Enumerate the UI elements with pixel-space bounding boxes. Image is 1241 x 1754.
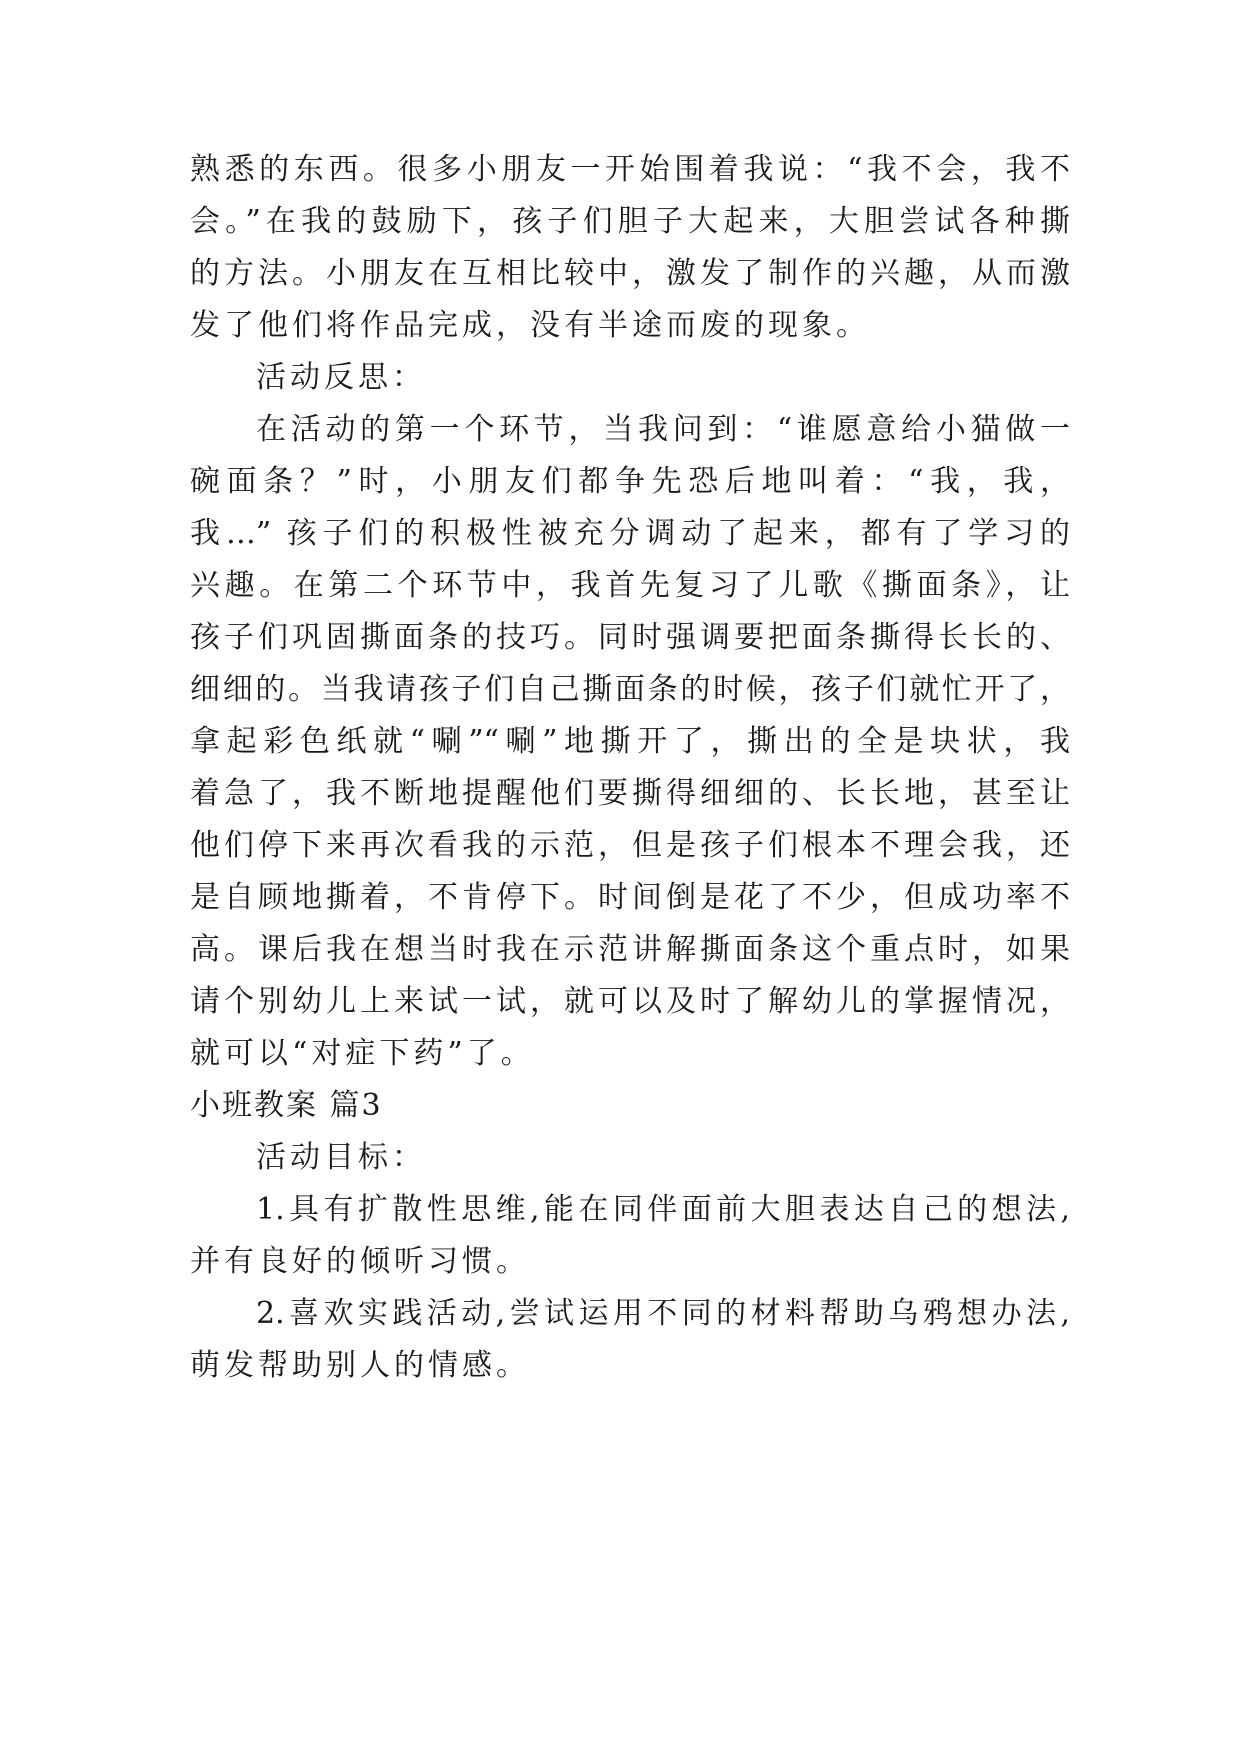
section-label: 活动目标： <box>256 1140 426 1175</box>
text-line: 我…” 孩子们的积极性被充分调动了起来，都有了学习的 <box>190 516 1070 551</box>
text-line: 会。”在我的鼓励下，孩子们胆子大起来，大胆尝试各种撕 <box>190 204 1070 239</box>
text-line: 熟悉的东西。很多小朋友一开始围着我说：“我不会，我不 <box>190 152 1070 187</box>
text-line: 就可以“对症下药”了。 <box>190 1036 535 1071</box>
text-line: 兴趣。在第二个环节中，我首先复习了儿歌《撕面条》，让 <box>190 568 1070 603</box>
text-line: 在活动的第一个环节，当我问到：“谁愿意给小猫做一 <box>256 412 1070 447</box>
text-line: 拿起彩色纸就“唰”“唰”地撕开了，撕出的全是块状，我 <box>190 724 1070 759</box>
text-line: 着急了，我不断地提醒他们要撕得细细的、长长地，甚至让 <box>190 776 1070 811</box>
list-item: 2.喜欢实践活动,尝试运用不同的材料帮助乌鸦想办法, <box>256 1296 1070 1331</box>
text-line: 高。课后我在想当时我在示范讲解撕面条这个重点时，如果 <box>190 932 1070 967</box>
section-label: 活动反思： <box>256 360 426 395</box>
text-line: 请个别幼儿上来试一试，就可以及时了解幼儿的掌握情况， <box>190 984 1070 1019</box>
text-line: 并有良好的倾听习惯。 <box>190 1244 530 1279</box>
text-line: 萌发帮助别人的情感。 <box>190 1348 530 1383</box>
text-line: 碗面条？”时，小朋友们都争先恐后地叫着：“我，我， <box>190 464 1070 499</box>
text-line: 细细的。当我请孩子们自己撕面条的时候，孩子们就忙开了， <box>190 672 1070 707</box>
text-line: 的方法。小朋友在互相比较中，激发了制作的兴趣，从而激 <box>190 256 1070 291</box>
text-line: 发了他们将作品完成，没有半途而废的现象。 <box>190 308 870 343</box>
text-line: 孩子们巩固撕面条的技巧。同时强调要把面条撕得长长的、 <box>190 620 1070 655</box>
text-line: 是自顾地撕着，不肯停下。时间倒是花了不少，但成功率不 <box>190 880 1070 915</box>
section-heading: 小班教案 篇3 <box>190 1088 383 1123</box>
text-line: 他们停下来再次看我的示范，但是孩子们根本不理会我，还 <box>190 828 1070 863</box>
list-item: 1.具有扩散性思维,能在同伴面前大胆表达自己的想法, <box>256 1192 1070 1227</box>
